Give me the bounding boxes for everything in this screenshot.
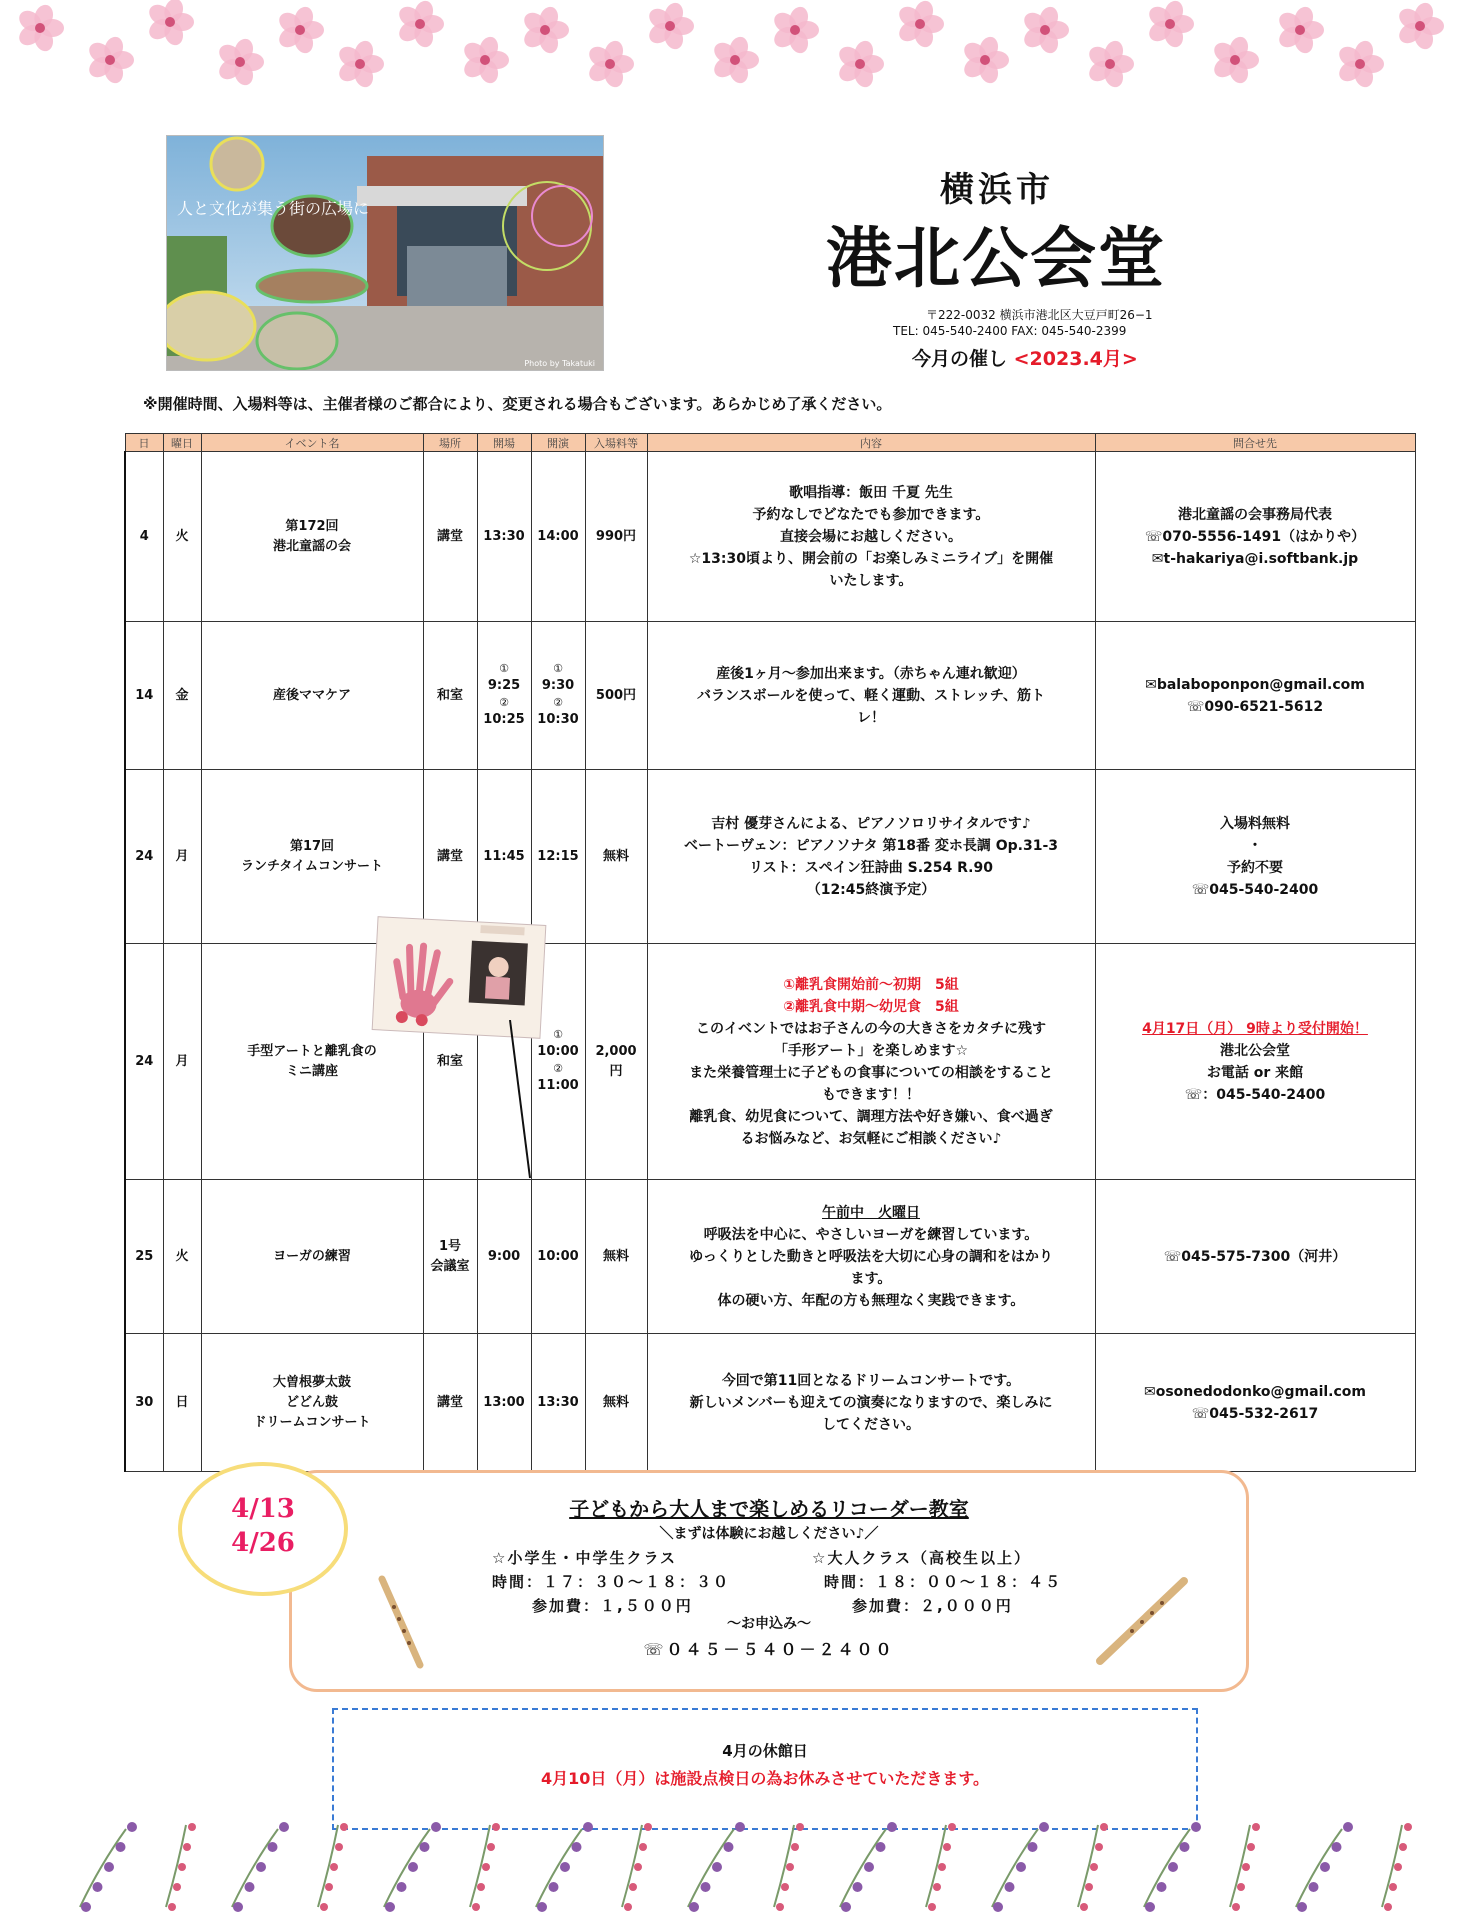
start-line: ② bbox=[553, 695, 563, 709]
events-table bbox=[124, 433, 1416, 1472]
event-name-line: 第17回 bbox=[289, 838, 335, 854]
contact-line: お電話 or 来館 bbox=[1206, 1064, 1304, 1081]
monthly-label: 今月の催し bbox=[912, 348, 1008, 370]
kids-time: 時間：１７：３０～１８：３０ bbox=[492, 1573, 731, 1591]
content-cell bbox=[647, 452, 1095, 622]
open-line: 10:25 bbox=[483, 711, 525, 727]
content-line: 歌唱指導：飯田 千夏 先生 bbox=[789, 484, 953, 501]
adult-class: ☆大人クラス（高校生以上） bbox=[812, 1549, 1031, 1567]
fee-cell bbox=[585, 452, 647, 622]
tel-fax: TEL: 045-540-2400 FAX: 045-540-2399 bbox=[893, 324, 1127, 338]
cherry-blossom-icon bbox=[15, 2, 64, 53]
recorder-dates-badge bbox=[178, 1462, 348, 1596]
open-line: 9:00 bbox=[487, 1248, 521, 1264]
start-line: 10:00 bbox=[537, 1248, 579, 1264]
content-line: 今回で第11回となるドリームコンサートです。 bbox=[721, 1372, 1021, 1389]
flower-sprig-icon bbox=[1078, 1823, 1108, 1911]
cherry-blossom-icon bbox=[395, 0, 444, 50]
monthly-events-label bbox=[912, 344, 1138, 371]
day-cell: 4 bbox=[125, 452, 163, 622]
start-cell bbox=[531, 1334, 585, 1472]
flower-sprig-icon bbox=[318, 1823, 348, 1911]
open-line: ② bbox=[499, 695, 509, 709]
card-stick-line bbox=[400, 1020, 540, 1180]
event-name-cell bbox=[201, 1180, 423, 1334]
event-name-line: 港北童謡の会 bbox=[272, 538, 351, 554]
monthly-date: <2023.4月> bbox=[1013, 348, 1138, 370]
header-day: 日 bbox=[125, 434, 163, 452]
fee-line: 990円 bbox=[595, 528, 637, 544]
place-cell bbox=[423, 622, 477, 770]
contact-line: ☏090-6521-5612 bbox=[1186, 698, 1324, 715]
event-name-cell bbox=[201, 622, 423, 770]
place-line: 会議室 bbox=[430, 1258, 470, 1274]
event-name-cell bbox=[201, 452, 423, 622]
content-line: リスト：スペイン狂詩曲 S.254 R.90 bbox=[749, 859, 993, 876]
schedule-notice: ※開催時間、入場料等は、主催者様のご都合により、変更される場合もございます。あらかじめ了承ください。 bbox=[143, 395, 892, 413]
closed-day-box bbox=[332, 1708, 1198, 1830]
fee-line: 無料 bbox=[602, 1248, 629, 1264]
content-cell bbox=[647, 1180, 1095, 1334]
contact-line: 港北公会堂 bbox=[1220, 1042, 1290, 1059]
table-row bbox=[125, 452, 1415, 622]
hall-name: 港北公会堂 bbox=[826, 220, 1166, 297]
event-name-line: どどん鼓 bbox=[285, 1394, 338, 1410]
flower-sprig-icon bbox=[536, 1822, 593, 1912]
content-line: ②離乳食中期～幼児食 5組 bbox=[783, 998, 959, 1015]
closed-day-title: 4月の休館日 bbox=[722, 1742, 808, 1760]
day-cell: 25 bbox=[125, 1180, 163, 1334]
contact-line: 4月17日（月） 9時より受付開始！ bbox=[1142, 1020, 1368, 1037]
start-line: ① bbox=[553, 661, 563, 675]
flower-border-bottom bbox=[60, 1815, 1420, 1915]
content-line: ☆13:30頃より、開会前の「お楽しみミニライブ」を開催 bbox=[688, 550, 1054, 567]
content-line: 直接会場にお越しください。 bbox=[780, 528, 962, 545]
flower-sprig-icon bbox=[166, 1823, 196, 1911]
content-cell bbox=[647, 622, 1095, 770]
cherry-blossom-icon bbox=[520, 4, 569, 55]
event-name-line: 産後ママケア bbox=[272, 687, 351, 703]
cherry-blossom-icon bbox=[895, 0, 944, 50]
content-line: 体の硬い方、年配の方も無理なく実践できます。 bbox=[717, 1292, 1025, 1309]
cherry-blossom-icon bbox=[1335, 38, 1384, 89]
content-line: 新しいメンバーも迎えての演奏になりますので、楽しみに bbox=[689, 1394, 1053, 1411]
open-cell bbox=[477, 452, 531, 622]
flower-sprig-icon bbox=[926, 1823, 956, 1911]
open-line: 13:00 bbox=[483, 1394, 525, 1410]
recorder-date-2: 4/26 bbox=[231, 1528, 295, 1558]
flower-sprig-icon bbox=[1230, 1823, 1260, 1911]
contact-line: ✉t-hakariya@i.softbank.jp bbox=[1151, 550, 1359, 567]
place-line: 講堂 bbox=[436, 528, 463, 544]
adult-fee: 参加費：２,０００円 bbox=[852, 1597, 1013, 1615]
table-row bbox=[125, 770, 1415, 944]
content-line: ①離乳食開始前～初期 5組 bbox=[783, 976, 959, 993]
fee-line: 無料 bbox=[602, 848, 629, 864]
start-cell bbox=[531, 452, 585, 622]
photo-caption: 人と文化が集う街の広場に bbox=[177, 199, 370, 218]
flower-sprig-icon bbox=[774, 1823, 804, 1911]
contact-line: ☏045-575-7300（河井） bbox=[1163, 1248, 1347, 1265]
open-line: 9:25 bbox=[487, 677, 521, 693]
start-cell bbox=[531, 1180, 585, 1334]
cherry-blossom-icon bbox=[645, 0, 694, 51]
content-line: 「手形アート」を楽しめます☆ bbox=[773, 1042, 969, 1059]
event-name-line: 大曽根夢太鼓 bbox=[272, 1374, 351, 1390]
event-name-line: ミニ講座 bbox=[285, 1063, 338, 1079]
flower-sprig-icon bbox=[622, 1823, 652, 1911]
start-line: 12:15 bbox=[537, 848, 579, 864]
content-line: 予約なしでどなたでも参加できます。 bbox=[752, 506, 990, 523]
open-cell bbox=[477, 770, 531, 944]
content-line: 呼吸法を中心に、やさしいヨーガを練習しています。 bbox=[703, 1226, 1039, 1243]
weekday-cell: 火 bbox=[163, 452, 201, 622]
fee-line: 2,000 bbox=[595, 1043, 637, 1059]
contact-line: ☏045-540-2400 bbox=[1191, 881, 1319, 898]
content-cell bbox=[647, 1334, 1095, 1472]
content-line: バランスボールを使って、軽く運動、ストレッチ、筋ト bbox=[697, 687, 1045, 704]
weekday-cell: 日 bbox=[163, 1334, 201, 1472]
apply-tel: ☏０４５－５４０－２４００ bbox=[643, 1640, 895, 1659]
flower-sprig-icon bbox=[1382, 1823, 1412, 1911]
city-name: 横浜市 bbox=[940, 170, 1054, 210]
start-line: 10:00 bbox=[537, 1043, 579, 1059]
content-line: （12:45終演予定） bbox=[806, 881, 936, 898]
place-line: 和室 bbox=[436, 687, 463, 703]
apply-label: ～お申込み～ bbox=[727, 1616, 811, 1632]
recorder-title: 子どもから大人まで楽しめるリコーダー教室 bbox=[569, 1497, 969, 1521]
cherry-blossom-icon bbox=[1275, 4, 1324, 55]
fee-cell bbox=[585, 622, 647, 770]
flower-sprig-icon bbox=[840, 1822, 897, 1912]
photo-credit: Photo by Takatuki bbox=[524, 359, 595, 368]
recorder-class-box bbox=[289, 1470, 1249, 1692]
cherry-blossom-icon bbox=[1210, 34, 1259, 85]
event-name-cell bbox=[201, 1334, 423, 1472]
place-line: 和室 bbox=[436, 1053, 463, 1069]
cherry-blossom-icon bbox=[585, 38, 634, 89]
cherry-blossom-icon bbox=[215, 36, 264, 87]
event-name-line: 手型アートと離乳食の bbox=[247, 1043, 377, 1059]
content-line: レ！ bbox=[857, 709, 885, 726]
kids-fee: 参加費：１,５００円 bbox=[532, 1597, 693, 1615]
start-cell bbox=[531, 770, 585, 944]
contact-cell bbox=[1095, 452, 1415, 622]
closed-day-text: 4月10日（月）は施設点検日の為お休みさせていただきます。 bbox=[540, 1769, 990, 1788]
header-place: 場所 bbox=[423, 434, 477, 452]
content-line: ベートーヴェン：ピアノソナタ 第18番 変ホ長調 Op.31-3 bbox=[684, 837, 1058, 854]
open-cell bbox=[477, 1334, 531, 1472]
start-line: ② bbox=[553, 1061, 563, 1075]
fee-line: 500円 bbox=[595, 687, 637, 703]
weekday-cell: 月 bbox=[163, 770, 201, 944]
cherry-blossom-icon bbox=[460, 34, 509, 85]
start-line: 14:00 bbox=[537, 528, 579, 544]
content-cell bbox=[647, 944, 1095, 1180]
place-line: 講堂 bbox=[436, 1394, 463, 1410]
cherry-blossom-icon bbox=[835, 38, 884, 89]
place-cell bbox=[423, 452, 477, 622]
header-open: 開場 bbox=[477, 434, 531, 452]
header-event-name: イベント名 bbox=[201, 434, 423, 452]
contact-line: 予約不要 bbox=[1227, 859, 1283, 876]
cherry-blossom-icon bbox=[710, 34, 759, 85]
cherry-blossom-icon bbox=[770, 4, 819, 55]
header-contact: 問合せ先 bbox=[1095, 434, 1415, 452]
header-start: 開演 bbox=[531, 434, 585, 452]
address: 〒222-0032 横浜市港北区大豆戸町26−1 bbox=[926, 308, 1153, 322]
cherry-blossom-icon bbox=[335, 38, 384, 89]
fee-cell bbox=[585, 770, 647, 944]
flower-sprig-icon bbox=[232, 1822, 289, 1912]
cherry-blossom-icon bbox=[1085, 38, 1134, 89]
place-cell bbox=[423, 1334, 477, 1472]
contact-line: ☏：045-540-2400 bbox=[1184, 1086, 1326, 1103]
kids-class: ☆小学生・中学生クラス bbox=[492, 1549, 677, 1567]
flower-sprig-icon bbox=[384, 1822, 441, 1912]
fee-line: 無料 bbox=[602, 1394, 629, 1410]
flower-sprig-icon bbox=[688, 1822, 745, 1912]
content-line: いたします。 bbox=[829, 572, 913, 589]
header-content: 内容 bbox=[647, 434, 1095, 452]
content-cell bbox=[647, 770, 1095, 944]
flower-sprig-icon bbox=[1144, 1822, 1201, 1912]
content-line: 午前中 火曜日 bbox=[822, 1204, 920, 1221]
cherry-blossom-icon bbox=[1395, 0, 1444, 51]
event-name-line: ドリームコンサート bbox=[253, 1414, 371, 1430]
start-line: 13:30 bbox=[537, 1394, 579, 1410]
adult-time: 時間：１８：００～１８：４５ bbox=[824, 1573, 1063, 1591]
contact-cell bbox=[1095, 622, 1415, 770]
event-name-line: ヨーガの練習 bbox=[273, 1248, 351, 1264]
weekday-cell: 金 bbox=[163, 622, 201, 770]
cherry-blossom-icon bbox=[145, 0, 194, 48]
header-fee: 入場料等 bbox=[585, 434, 647, 452]
fee-cell bbox=[585, 944, 647, 1180]
table-row bbox=[125, 944, 1415, 1180]
start-line: 11:00 bbox=[537, 1077, 579, 1093]
contact-line: ☏045-532-2617 bbox=[1191, 1405, 1319, 1422]
recorder-icon-left bbox=[372, 1573, 432, 1673]
hall-photo-collage bbox=[166, 135, 604, 371]
open-line: ① bbox=[499, 661, 509, 675]
contact-line: ✉balaboponpon@gmail.com bbox=[1145, 676, 1365, 693]
place-cell bbox=[423, 770, 477, 944]
content-line: また栄養管理士に子どもの食事についての相談をすること bbox=[689, 1064, 1053, 1081]
contact-cell bbox=[1095, 770, 1415, 944]
flower-sprig-icon bbox=[470, 1823, 500, 1911]
content-line: このイベントではお子さんの今の大きさをカタチに残す bbox=[696, 1020, 1046, 1037]
start-line: 9:30 bbox=[541, 677, 575, 693]
recorder-subtitle: ＼まずは体験にお越しください♪／ bbox=[659, 1526, 879, 1542]
table-row bbox=[125, 1180, 1415, 1334]
fee-line: 円 bbox=[609, 1063, 623, 1079]
contact-line: ・ bbox=[1248, 837, 1262, 854]
content-line: 吉村 優芽さんによる、ピアノソロリサイタルです♪ bbox=[711, 815, 1031, 832]
day-cell: 24 bbox=[125, 770, 163, 944]
events-body bbox=[125, 452, 1415, 1472]
contact-cell bbox=[1095, 1180, 1415, 1334]
cherry-blossom-icon bbox=[1020, 4, 1069, 55]
content-line: ゆっくりとした動きと呼吸法を大切に心身の調和をはかり bbox=[689, 1248, 1053, 1265]
open-cell bbox=[477, 622, 531, 770]
content-line: してください。 bbox=[822, 1416, 920, 1433]
day-cell: 30 bbox=[125, 1334, 163, 1472]
weekday-cell: 月 bbox=[163, 944, 201, 1180]
recorder-icon-right bbox=[1092, 1573, 1192, 1673]
place-line: 講堂 bbox=[436, 848, 463, 864]
contact-line: ✉osonedodonko@gmail.com bbox=[1143, 1383, 1367, 1400]
weekday-cell: 火 bbox=[163, 1180, 201, 1334]
fee-cell bbox=[585, 1180, 647, 1334]
open-line: 13:30 bbox=[483, 528, 525, 544]
day-cell: 24 bbox=[125, 944, 163, 1180]
contact-cell bbox=[1095, 1334, 1415, 1472]
content-line: るお悩みなど、お気軽にご相談ください♪ bbox=[740, 1130, 1002, 1147]
table-row bbox=[125, 1334, 1415, 1472]
content-line: もできます！！ bbox=[822, 1086, 920, 1103]
open-cell bbox=[477, 1180, 531, 1334]
recorder-date-1: 4/13 bbox=[231, 1494, 295, 1524]
header-weekday: 曜日 bbox=[163, 434, 201, 452]
open-line: 11:45 bbox=[483, 848, 525, 864]
event-name-line: 第172回 bbox=[285, 518, 339, 534]
contact-line: ☏070-5556-1491（はかりや） bbox=[1144, 528, 1366, 545]
cherry-blossom-icon bbox=[960, 34, 1009, 85]
flower-sprig-icon bbox=[1296, 1822, 1353, 1912]
contact-cell bbox=[1095, 944, 1415, 1180]
cherry-blossom-icon bbox=[1145, 0, 1194, 50]
cherry-blossom-border-top bbox=[0, 0, 1472, 110]
table-header-row bbox=[125, 434, 1415, 452]
event-name-line: ランチタイムコンサート bbox=[240, 858, 384, 874]
fee-cell bbox=[585, 1334, 647, 1472]
flower-sprig-icon bbox=[992, 1822, 1049, 1912]
content-line: 離乳食、幼児食について、調理方法や好き嫌い、食べ過ぎ bbox=[689, 1108, 1053, 1125]
table-row bbox=[125, 622, 1415, 770]
flower-sprig-icon bbox=[80, 1822, 137, 1912]
place-cell bbox=[423, 1180, 477, 1334]
start-line: 10:30 bbox=[537, 711, 579, 727]
day-cell: 14 bbox=[125, 622, 163, 770]
start-cell bbox=[531, 622, 585, 770]
cherry-blossom-icon bbox=[275, 4, 324, 55]
start-line: ① bbox=[553, 1027, 563, 1041]
content-line: ます。 bbox=[850, 1270, 892, 1287]
hall-photo-image bbox=[167, 136, 603, 370]
content-line: 産後1ヶ月～参加出来ます。（赤ちゃん連れ歓迎） bbox=[716, 665, 1026, 682]
contact-line: 入場料無料 bbox=[1220, 815, 1290, 832]
cherry-blossom-icon bbox=[85, 34, 134, 85]
place-line: 1号 bbox=[438, 1238, 462, 1254]
contact-line: 港北童謡の会事務局代表 bbox=[1178, 506, 1332, 523]
